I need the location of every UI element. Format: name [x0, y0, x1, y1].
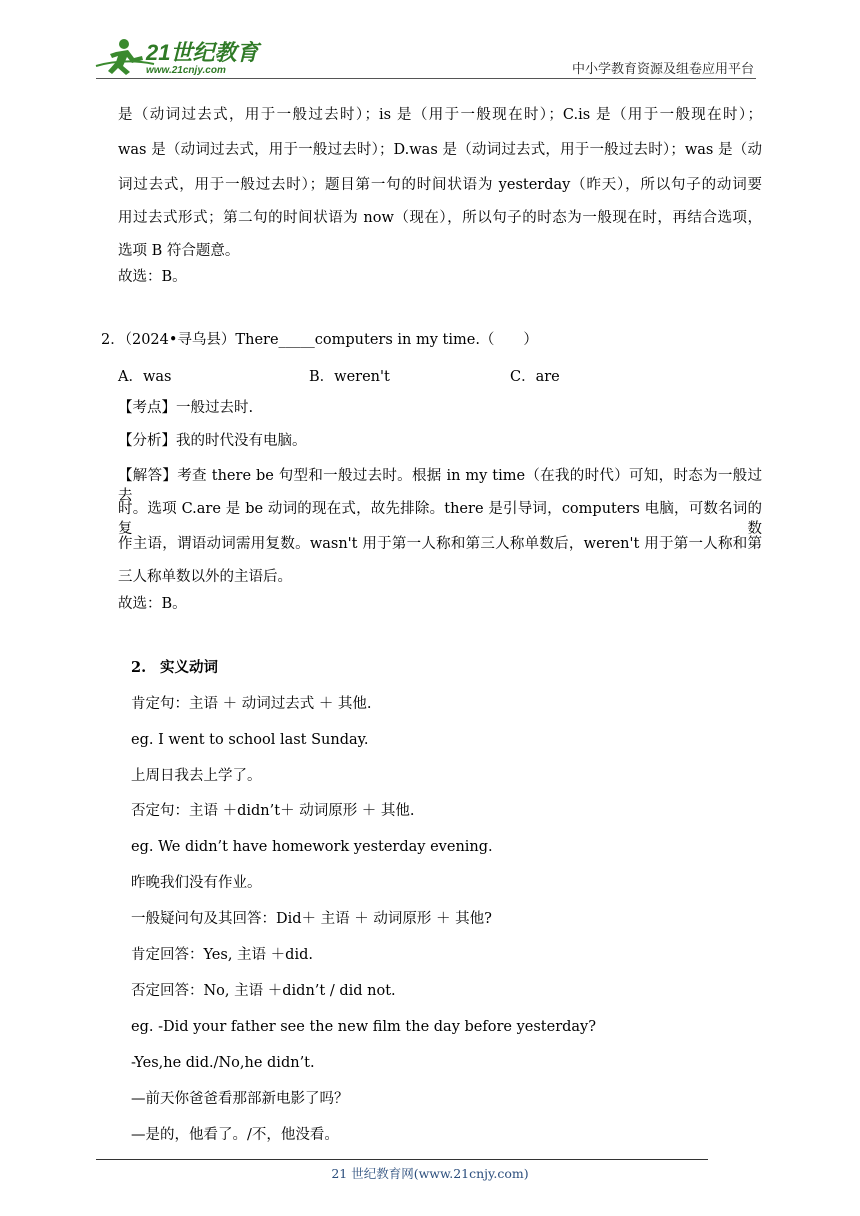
section-line: 否定回答：No, 主语 ＋didn’t / did not.	[131, 983, 396, 999]
section-line: 一般疑问句及其回答：Did＋ 主语 ＋ 动词原形 ＋ 其他?	[131, 911, 492, 927]
section-line: 昨晚我们没有作业。	[131, 875, 262, 891]
answer1-line2: was 是（动词过去式，用于一般过去时）；D.was 是（动词过去式，用于一般过去时）；was 是（动	[118, 142, 762, 158]
logo-main-text: 21世纪教育	[146, 40, 259, 65]
footer-divider	[96, 1159, 708, 1160]
answer1-choice: 故选：B。	[118, 269, 187, 285]
section-line: —是的，他看了。/不，他没看。	[131, 1127, 339, 1143]
section-line: 肯定回答：Yes, 主语 ＋did.	[131, 947, 313, 963]
question2-option-b: B．weren't	[309, 369, 390, 385]
question2-fenxi: 【分析】我的时代没有电脑。	[118, 433, 307, 449]
section-line: 肯定句：主语 ＋ 动词过去式 ＋ 其他.	[131, 696, 372, 712]
section-number: 2.	[131, 659, 147, 676]
section-line: -Yes,he did./No,he didn’t.	[131, 1055, 315, 1071]
answer1-line3: 词过去式，用于一般过去时）；题目第一句的时间状语为 yesterday（昨天），所以句子的动词要	[118, 177, 762, 193]
logo-sub-text: www.21cnjy.com	[146, 65, 226, 76]
question2-jieda-line3: 作主语，谓语动词需用复数。wasn't 用于第一人称和第三人称单数后，weren't 用于第一人称和第	[118, 536, 762, 552]
section-line: eg. I went to school last Sunday.	[131, 732, 369, 748]
answer1-line1: 是（动词过去式，用于一般过去时）；is 是（用于一般现在时）；C.is 是（用于一般现在时）；	[118, 107, 762, 123]
question2-choice: 故选：B。	[118, 596, 187, 612]
section-line: 否定句：主语 ＋didn’t＋ 动词原形 ＋ 其他.	[131, 803, 415, 819]
header-platform-title: 中小学教育资源及组卷应用平台	[571, 62, 754, 77]
question2-jieda-line4: 三人称单数以外的主语后。	[118, 569, 292, 585]
question2-jieda-line2: 时。选项 C.are 是 be 动词的现在式，故先排除。there 是引导词，computers 电脑，可数名词的复数	[118, 501, 762, 537]
section-line: 上周日我去上学了。	[131, 768, 262, 784]
question2-kaodian: 【考点】一般过去时.	[118, 400, 254, 416]
section-line: —前天你爸爸看那部新电影了吗？	[131, 1091, 349, 1107]
header-divider	[96, 78, 756, 79]
question2-stem: 2．（2024•寻乌县）There_____computers in my time.（ ）	[101, 332, 538, 348]
section-line: eg. We didn’t have homework yesterday evening.	[131, 839, 493, 855]
section-title: 实义动词	[160, 659, 218, 676]
question2-option-c: C．are	[510, 369, 560, 385]
question2-option-a: A．was	[118, 369, 172, 385]
section-line: eg. -Did your father see the new film the day before yesterday?	[131, 1019, 597, 1035]
runner-logo-icon	[94, 36, 264, 78]
answer1-line5: 选项 B 符合题意。	[118, 243, 240, 259]
question2-jieda-line1: 【解答】考查 there be 句型和一般过去时。根据 in my time（在我的时代）可知，时态为一般过去	[118, 468, 762, 504]
answer1-line4: 用过去式形式；第二句的时间状语为 now（现在），所以句子的时态为一般现在时，再结合选项，	[118, 210, 762, 226]
footer-link[interactable]: 21 世纪教育网(www.21cnjy.com)	[331, 1166, 529, 1181]
site-logo	[94, 36, 264, 78]
